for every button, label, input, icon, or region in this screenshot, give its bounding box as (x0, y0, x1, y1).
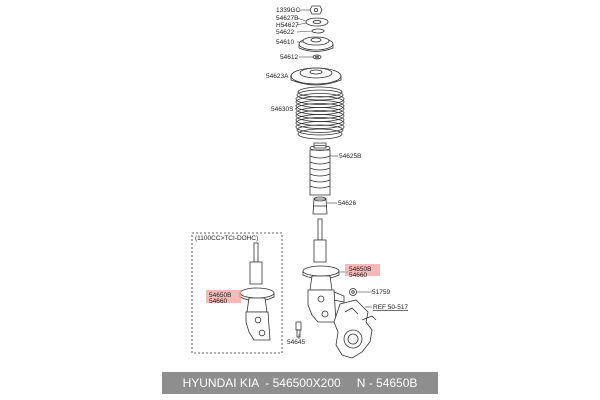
part-number-footer (162, 372, 438, 394)
coil-spring-54630s (296, 87, 344, 139)
label-54627b: 54627B (276, 15, 299, 22)
label-54630s: 54630S (271, 106, 294, 113)
label-54645: 54645 (287, 339, 306, 346)
footer-n-number: N - 54650B (356, 376, 418, 390)
nut-1339gc (310, 6, 322, 14)
label-54625b: 54625B (339, 153, 362, 160)
nut-54612 (313, 55, 321, 59)
label-54650b-main: 54650B (349, 266, 372, 273)
label-ref: REF 50-517 (373, 304, 409, 311)
label-h54627: H54627 (276, 22, 299, 29)
footer-part-number: - 546500X200 (265, 376, 341, 390)
footer-brand: HYUNDAI KIA (182, 376, 260, 390)
bump-stopper-54626 (313, 197, 327, 214)
nut-51759 (350, 289, 357, 296)
label-inset-title: (1100CC>TCI-DOHC) (195, 235, 259, 242)
label-54660-main: 54660 (349, 272, 368, 279)
strut-assembly-main (303, 219, 344, 322)
label-54626: 54626 (338, 200, 357, 207)
label-51759: 51759 (372, 289, 391, 296)
label-54650b-inset: 54650B (209, 292, 232, 299)
label-54612: 54612 (280, 54, 299, 61)
dust-boot-54625b (310, 143, 330, 195)
spring-seat-54623a (291, 68, 341, 85)
mount-54610 (299, 37, 333, 52)
bolt-54645 (296, 322, 301, 337)
strut-assembly-inset (240, 243, 274, 340)
steering-knuckle (334, 300, 376, 358)
label-1339gc: 1339GC (276, 7, 301, 14)
bushing-54622 (312, 29, 324, 33)
label-54610: 54610 (276, 39, 295, 46)
label-54622: 54622 (276, 29, 295, 36)
label-54660-inset: 54660 (209, 298, 228, 305)
label-54623a: 54623A (266, 73, 289, 80)
cap-54627b (306, 18, 328, 26)
